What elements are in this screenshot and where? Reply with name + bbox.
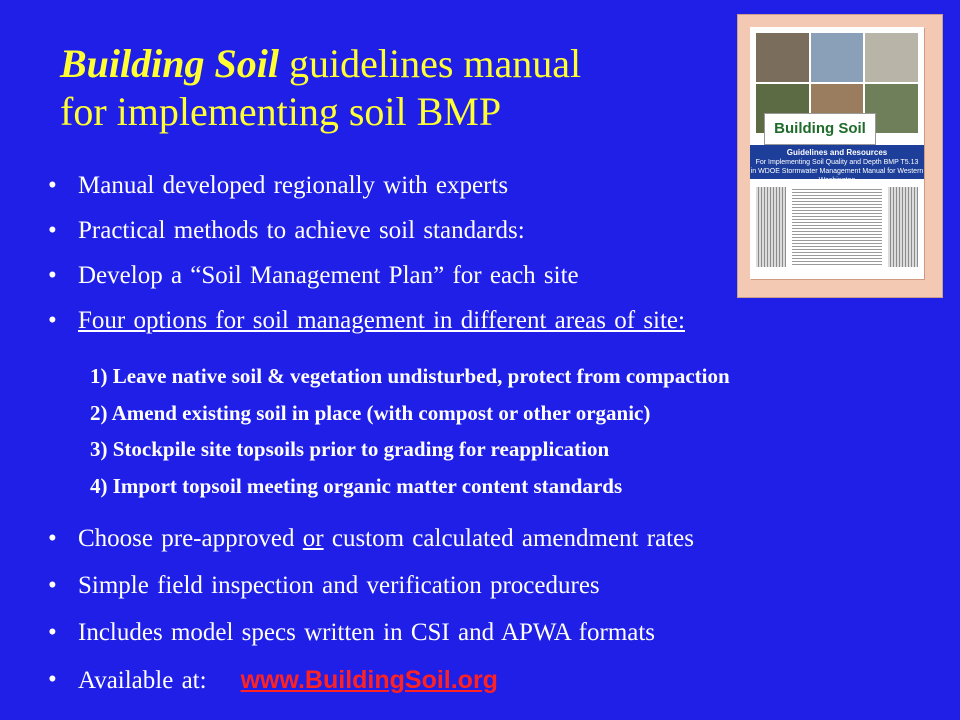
choose-text-before: Choose pre-approved xyxy=(78,525,303,552)
title-emphasis: Building Soil xyxy=(60,41,279,86)
choose-text-after: custom calculated amendment rates xyxy=(323,525,694,552)
cover-photo xyxy=(865,33,918,82)
bullet-item: • Includes model specs written in CSI and APWA formats xyxy=(48,619,948,647)
option-item: 4) Import topsoil meeting organic matter content standards xyxy=(90,473,623,498)
bullet-item: • Practical methods to achieve soil standards: xyxy=(48,217,948,245)
options-list xyxy=(90,358,730,504)
cover-band-line1: Guidelines and Resources xyxy=(786,148,888,157)
bullet-item: • Manual developed regionally with experts xyxy=(48,172,948,200)
title-line2: for implementing soil BMP xyxy=(60,89,502,134)
cover-photo xyxy=(756,33,809,82)
bullet-item-options-heading: • Four options for soil management in different areas of site: xyxy=(48,307,948,335)
cover-photo xyxy=(811,33,864,82)
available-label: Available at: xyxy=(78,667,207,694)
website-link[interactable]: www.BuildingSoil.org xyxy=(240,666,498,694)
cover-band-line2: For Implementing Soil Quality and Depth BMP T5.13 xyxy=(755,159,919,166)
slide-title xyxy=(60,40,720,136)
choose-text-or: or xyxy=(302,525,324,552)
bullet-item-available xyxy=(48,666,948,695)
bullet-list-bottom xyxy=(48,525,948,695)
title-line1-rest: guidelines manual xyxy=(278,41,582,86)
bullet-item-amendment xyxy=(48,525,948,553)
cover-band-line3: in WDOE Stormwater Management Manual for Western Washington xyxy=(750,168,924,184)
bullet-list-top xyxy=(48,172,948,335)
bullet-item: • Simple field inspection and verification procedures xyxy=(48,572,948,600)
bullet-item: • Develop a “Soil Management Plan” for each site xyxy=(48,262,948,290)
option-item: 1) Leave native soil & vegetation undisturbed, protect from compaction xyxy=(90,364,730,388)
option-item: 3) Stockpile site topsoils prior to grading for reapplication xyxy=(90,437,610,461)
option-item: 2) Amend existing soil in place (with compost or other organic) xyxy=(90,400,651,425)
cover-logo: Building Soil xyxy=(764,113,876,145)
